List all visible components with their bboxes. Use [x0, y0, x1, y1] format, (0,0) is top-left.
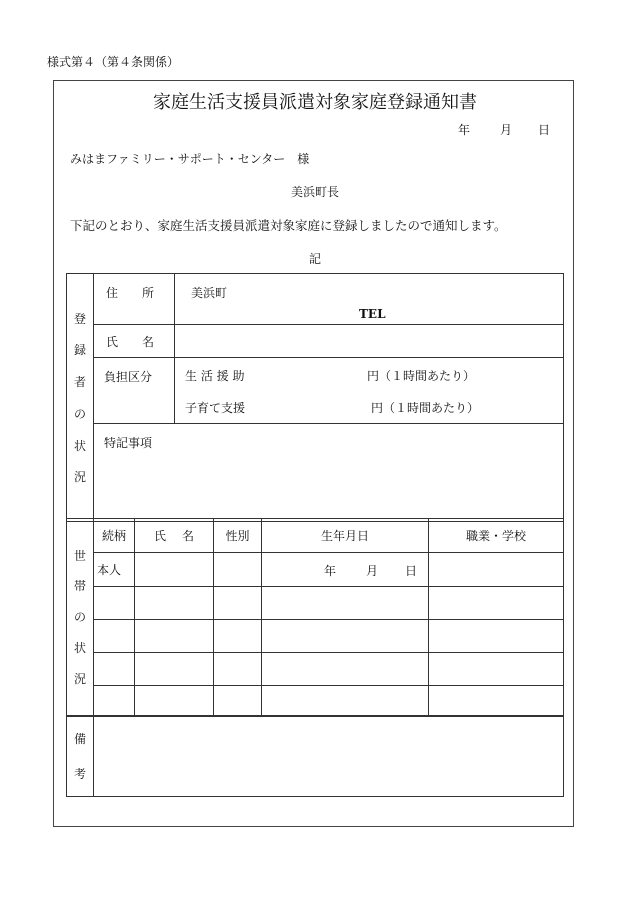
member-birthdate-field[interactable] [262, 587, 429, 620]
header-relation: 続柄 [94, 519, 135, 553]
name-label-cell [94, 325, 175, 358]
address-label: 住 [106, 286, 119, 300]
member-relation-field[interactable] [94, 587, 135, 620]
form-reference: 様式第４（第４条関係） [47, 55, 180, 69]
member-name-field[interactable] [135, 587, 214, 620]
name-label: 氏 [106, 334, 119, 349]
table-row [67, 653, 564, 686]
ki-heading: 記 [308, 252, 321, 266]
side-char: 者 [73, 375, 86, 390]
member-gender-field[interactable] [214, 686, 262, 717]
fee-item-label: 子育て支援 [185, 401, 246, 415]
member-gender-field[interactable] [214, 620, 262, 653]
side-char: 状 [73, 438, 86, 453]
addressee: みはまファミリー・サポート・センター 様 [70, 152, 310, 166]
header-birthdate: 生年月日 [262, 519, 429, 553]
member-name-field[interactable] [135, 553, 214, 587]
body-text: 下記のとおり、家庭生活支援員派遣対象家庭に登録しましたので通知します。 [70, 218, 507, 233]
member-relation-field[interactable] [94, 620, 135, 653]
fee-label: 負担区分 [104, 370, 153, 384]
header-gender: 性別 [214, 519, 262, 553]
birth-month-label: 月 [366, 564, 379, 578]
name-label: 名 [142, 334, 155, 349]
address-label: 所 [142, 286, 155, 300]
member-birthdate-field[interactable] [262, 686, 429, 717]
member-relation-field[interactable] [94, 686, 135, 717]
member-birthdate-field[interactable] [262, 653, 429, 686]
remarks-side-label [67, 716, 94, 797]
date-year: 年 [458, 123, 471, 137]
fee-label-cell [94, 358, 175, 424]
member-occupation-field[interactable] [429, 653, 564, 686]
member-occupation-field[interactable] [429, 553, 564, 587]
member-birthdate-field[interactable] [262, 553, 429, 587]
side-char: の [73, 610, 86, 624]
header-name-char: 氏 [153, 529, 166, 543]
self-label: 本人 [94, 553, 135, 587]
remarks-table [66, 715, 564, 797]
member-name-field[interactable] [135, 620, 214, 653]
birth-year-label: 年 [324, 564, 337, 578]
side-char: 状 [73, 640, 86, 655]
fee-item-label: 生 活 援 助 [185, 369, 245, 383]
side-char: 考 [73, 767, 86, 781]
date-month: 月 [500, 123, 513, 137]
registrant-table [66, 273, 564, 522]
side-char: 登 [73, 311, 86, 326]
member-relation-field[interactable] [94, 653, 135, 686]
notes-field[interactable] [94, 424, 564, 522]
sender: 美浜町長 [290, 185, 339, 199]
address-value: 美浜町 [191, 286, 228, 300]
fee-field[interactable] [175, 358, 564, 424]
table-row [67, 553, 564, 587]
tel-label: TEL [359, 307, 386, 321]
member-gender-field[interactable] [214, 553, 262, 587]
header-occupation: 職業・学校 [429, 519, 564, 553]
address-field[interactable] [175, 274, 564, 325]
member-occupation-field[interactable] [429, 686, 564, 717]
header-name-char: 名 [182, 529, 195, 543]
member-name-field[interactable] [135, 653, 214, 686]
date-day: 日 [538, 123, 551, 137]
member-gender-field[interactable] [214, 653, 262, 686]
table-row [67, 620, 564, 653]
member-occupation-field[interactable] [429, 587, 564, 620]
table-row [67, 686, 564, 717]
side-char: 況 [73, 470, 86, 485]
table-row [67, 587, 564, 620]
registrant-side-label [67, 274, 94, 522]
birth-day-label: 日 [405, 564, 418, 578]
member-birthdate-field[interactable] [262, 620, 429, 653]
fee-item-unit: 円（１時間あたり） [371, 401, 480, 415]
side-char: 帯 [73, 579, 86, 594]
notes-label: 特記事項 [104, 436, 153, 450]
side-char: 備 [73, 732, 86, 746]
header-name [135, 519, 214, 553]
household-side-label [67, 519, 94, 717]
name-field[interactable] [175, 325, 564, 358]
page-title: 家庭生活支援員派遣対象家庭登録通知書 [153, 92, 477, 113]
address-label-cell [94, 274, 175, 325]
member-gender-field[interactable] [214, 587, 262, 620]
remarks-field[interactable] [94, 716, 564, 797]
side-char: 録 [73, 343, 86, 358]
side-char: 況 [73, 671, 86, 686]
member-occupation-field[interactable] [429, 620, 564, 653]
fee-item-unit: 円（１時間あたり） [367, 369, 476, 383]
side-char: の [73, 406, 86, 421]
household-table [66, 518, 564, 717]
side-char: 世 [73, 548, 86, 563]
member-name-field[interactable] [135, 686, 214, 717]
